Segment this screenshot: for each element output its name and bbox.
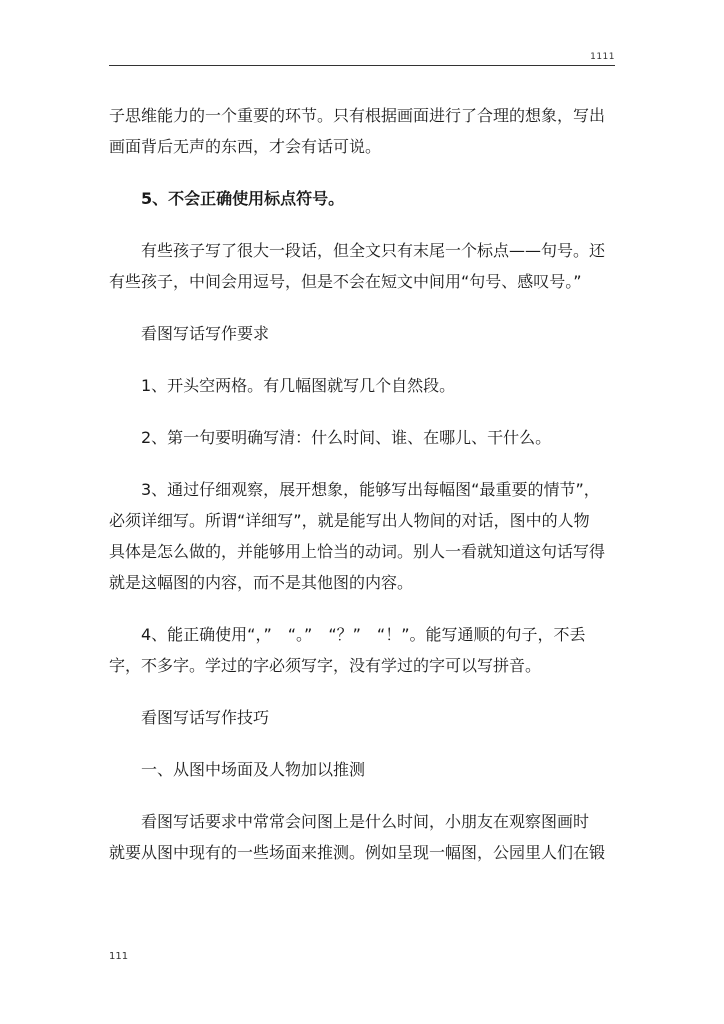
text-line: 必须详细写。所谓“详细写”，就是能写出人物间的对话，图中的人物 <box>109 511 590 530</box>
text-line: 看图写话写作技巧 <box>141 708 270 727</box>
text-line: 就要从图中现有的一些场面来推测。例如呈现一幅图，公园里人们在锻 <box>109 843 606 862</box>
paragraph-punctuation-issue <box>109 235 615 297</box>
technique-heading-1 <box>109 754 615 785</box>
document-body <box>109 100 615 889</box>
text-line: 4、能正确使用“，” “。” “？” “！”。能写通顺的句子，不丢 <box>141 625 586 644</box>
text-line: 子思维能力的一个重要的环节。只有根据画面进行了合理的想象，写出 <box>109 106 606 125</box>
text-line: 1、开头空两格。有几幅图就写几个自然段。 <box>141 376 456 395</box>
text-line: 有些孩子，中间会用逗号，但是不会在短文中间用“句号、感叹号。” <box>109 272 582 291</box>
text-line: 一、从图中场面及人物加以推测 <box>141 760 366 779</box>
text-line: 看图写话写作要求 <box>141 324 270 343</box>
requirement-item-4 <box>109 619 615 681</box>
page-header-number: 1111 <box>590 52 615 62</box>
text-line: 有些孩子写了很大一段话，但全文只有末尾一个标点——句号。还 <box>141 241 606 260</box>
paragraph-imagination-conclusion <box>109 100 615 162</box>
technique-paragraph-1 <box>109 806 615 868</box>
requirement-item-3 <box>109 474 615 598</box>
heading-line: 5、不会正确使用标点符号。 <box>141 189 345 208</box>
text-line: 3、通过仔细观察，展开想象，能够写出每幅图“最重要的情节”， <box>141 480 600 499</box>
text-line: 字，不多字。学过的字必须写字，没有学过的字可以写拼音。 <box>109 656 542 675</box>
requirement-item-2 <box>109 422 615 453</box>
text-line: 具体是怎么做的，并能够用上恰当的动词。别人一看就知道这句话写得 <box>109 542 606 561</box>
section-title-techniques <box>109 702 615 733</box>
text-line: 2、第一句要明确写清：什么时间、谁、在哪儿、干什么。 <box>141 428 552 447</box>
section-title-requirements <box>109 318 615 349</box>
section-heading-punctuation <box>109 183 615 214</box>
page-footer-number: 111 <box>109 951 129 962</box>
text-line: 就是这幅图的内容，而不是其他图的内容。 <box>109 573 414 592</box>
header-rule <box>109 65 615 66</box>
text-line: 看图写话要求中常常会问图上是什么时间，小朋友在观察图画时 <box>141 812 590 831</box>
text-line: 画面背后无声的东西，才会有话可说。 <box>109 137 382 156</box>
requirement-item-1 <box>109 370 615 401</box>
